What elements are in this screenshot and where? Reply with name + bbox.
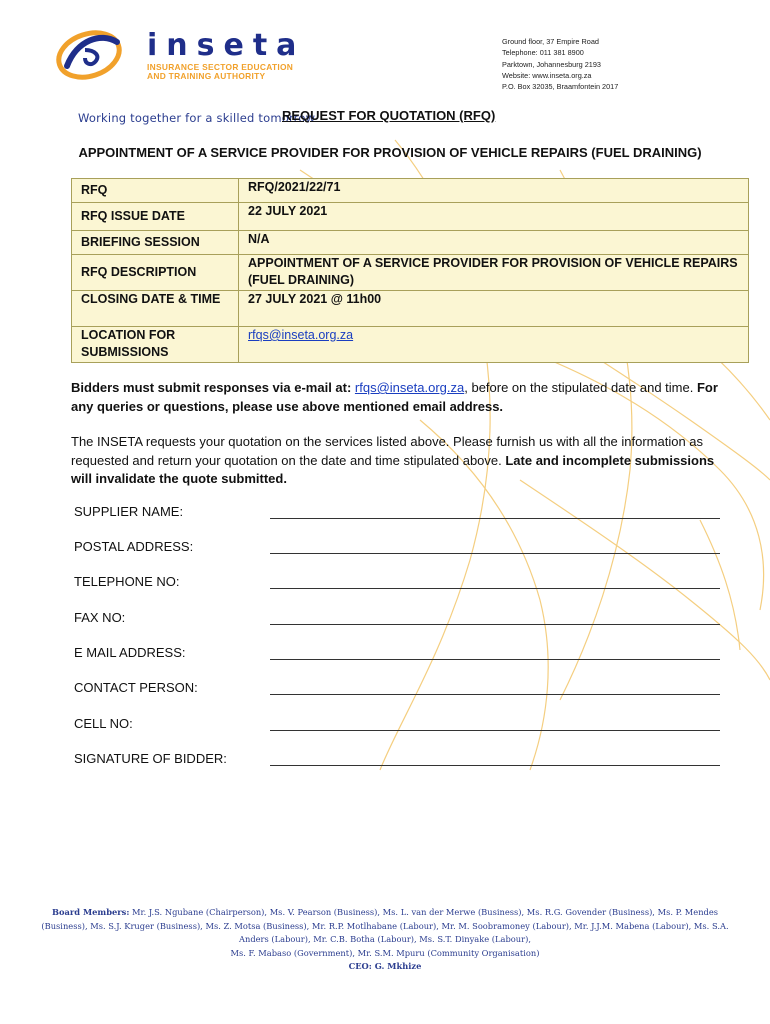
- submission-email-link[interactable]: rfqs@inseta.org.za: [248, 328, 354, 342]
- table-value: [239, 327, 749, 363]
- cell-no-field[interactable]: [74, 716, 724, 736]
- instructions-lead: Bidders must submit responses via e-mail at:: [71, 380, 355, 395]
- contact-address-block: [502, 36, 618, 92]
- table-value: 22 JULY 2021: [239, 203, 749, 231]
- contact-line: P.O. Box 32035, Braamfontein 2017: [502, 82, 619, 92]
- field-underline[interactable]: [270, 730, 720, 731]
- table-row: [72, 291, 749, 327]
- field-label: CONTACT PERSON:: [74, 680, 198, 695]
- field-label: SUPPLIER NAME:: [74, 504, 184, 519]
- footer-line: Anders (Labour), Mr. C.B. Botha (Labour), Ms. S.T. Dinyake (Labour),: [239, 934, 531, 945]
- tagline: Working together for a skilled tomorrow: [78, 111, 316, 125]
- contact-line: Ground floor, 37 Empire Road: [502, 37, 599, 46]
- field-underline[interactable]: [270, 659, 720, 660]
- field-underline[interactable]: [270, 624, 720, 625]
- field-label: CELL NO:: [74, 716, 133, 731]
- fax-field[interactable]: [74, 610, 724, 630]
- logo-subtitle-line1: INSURANCE SECTOR EDUCATION: [147, 62, 294, 72]
- field-label: TELEPHONE NO:: [74, 574, 180, 589]
- table-row: [72, 327, 749, 363]
- telephone-field[interactable]: [74, 574, 724, 594]
- table-label: RFQ: [72, 179, 239, 203]
- document-heading: REQUEST FOR QUOTATION (RFQ): [282, 108, 496, 123]
- ceo-line: [40, 960, 730, 974]
- rfq-info-table: [71, 178, 749, 363]
- late-submission-warning: Late and incomplete submissions will invalidate the quote submitted.: [71, 452, 715, 486]
- table-value: 27 JULY 2021 @ 11h00: [239, 291, 749, 327]
- field-underline[interactable]: [270, 765, 720, 766]
- board-label: Board Members:: [51, 907, 130, 917]
- instructions-text: , before on the stipulated date and time.: [464, 380, 697, 395]
- supplier-name-field[interactable]: [74, 504, 724, 524]
- table-label: CLOSING DATE & TIME: [72, 291, 239, 327]
- contact-line: Website: www.inseta.org.za: [502, 70, 592, 80]
- signature-field[interactable]: [74, 751, 724, 771]
- logo-subtitle-line2: AND TRAINING AUTHORITY: [147, 71, 266, 81]
- inseta-logo: [55, 28, 315, 84]
- table-label: BRIEFING SESSION: [72, 231, 239, 255]
- footer-line: (Business), Ms. S.J. Kruger (Business), Ms. Z. Motsa (Business), Mr. R.P. Motlhabane (Labour), Mr. M. Soobramoney (Labour), Mr. J.J.M. Mabena (Labour), Ms. S.A.: [41, 920, 729, 931]
- field-label: FAX NO:: [74, 610, 126, 625]
- postal-address-field[interactable]: [74, 539, 724, 559]
- ceo-name: CEO: G. Mkhize: [348, 961, 422, 972]
- instructions-queries: For any queries or questions, please use above mentioned email address.: [71, 380, 718, 414]
- logo-wordmark: inseta: [147, 28, 306, 63]
- table-value: APPOINTMENT OF A SERVICE PROVIDER FOR PROVISION OF VEHICLE REPAIRS (FUEL DRAINING): [239, 255, 749, 291]
- table-row: [72, 231, 749, 255]
- document-title: APPOINTMENT OF A SERVICE PROVIDER FOR PROVISION OF VEHICLE REPAIRS (FUEL DRAINING): [78, 145, 702, 160]
- table-label: RFQ DESCRIPTION: [72, 255, 239, 291]
- contact-person-field[interactable]: [74, 680, 724, 700]
- table-label: RFQ ISSUE DATE: [72, 203, 239, 231]
- submission-instructions: [71, 379, 731, 416]
- field-underline[interactable]: [270, 694, 720, 695]
- field-underline[interactable]: [270, 588, 720, 589]
- table-value: RFQ/2021/22/71: [239, 179, 749, 203]
- field-underline[interactable]: [270, 518, 720, 519]
- request-text: The INSETA requests your quotation on the services listed above. Please furnish us with all the information as requested and return your quotation on the date and time stipulated above.: [71, 434, 704, 468]
- field-underline[interactable]: [270, 553, 720, 554]
- table-row: [72, 255, 749, 291]
- email-address-field[interactable]: [74, 645, 724, 665]
- footer-line: Ms. F. Mabaso (Government), Mr. S.M. Mpuru (Community Organisation): [230, 947, 540, 958]
- contact-line: Parktown, Johannesburg 2193: [502, 59, 601, 69]
- board-line: Mr. J.S. Ngubane (Chairperson), Ms. V. Pearson (Business), Ms. L. van der Merwe (Business), Ms. R.G. Govender (Business), Ms. P. Mendes: [129, 907, 719, 917]
- contact-line: Telephone: 011 381 8900: [502, 48, 584, 58]
- table-value: N/A: [239, 231, 749, 255]
- footer-line: [40, 906, 730, 920]
- board-members-footer: [40, 906, 730, 974]
- field-label: SIGNATURE OF BIDDER:: [74, 751, 227, 766]
- field-label: POSTAL ADDRESS:: [74, 539, 194, 554]
- table-label: LOCATION FOR SUBMISSIONS: [72, 327, 239, 363]
- inseta-emblem-icon: [55, 28, 125, 80]
- quotation-request-text: [71, 433, 731, 489]
- table-row: [72, 179, 749, 203]
- field-label: E MAIL ADDRESS:: [74, 645, 186, 660]
- instructions-email-link[interactable]: rfqs@inseta.org.za: [354, 380, 465, 395]
- table-row: [72, 203, 749, 231]
